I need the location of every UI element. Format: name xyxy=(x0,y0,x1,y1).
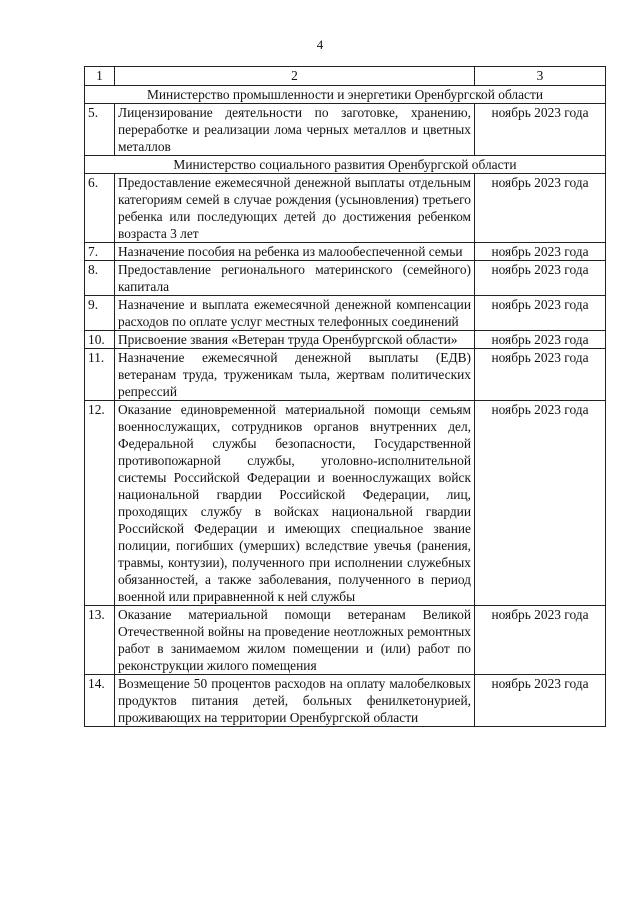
table-row xyxy=(85,174,606,243)
row-deadline: ноябрь 2023 года xyxy=(475,296,606,331)
table-row xyxy=(85,331,606,349)
section-row xyxy=(85,156,606,174)
row-deadline: ноябрь 2023 года xyxy=(475,401,606,606)
row-number: 12. xyxy=(85,401,115,606)
row-deadline: ноябрь 2023 года xyxy=(475,174,606,243)
table-row xyxy=(85,401,606,606)
row-number: 10. xyxy=(85,331,115,349)
row-number: 9. xyxy=(85,296,115,331)
page-number: 4 xyxy=(316,37,324,52)
row-description: Предоставление регионального материнского (семейного) капитала xyxy=(115,261,475,296)
row-number: 13. xyxy=(85,606,115,675)
row-description: Лицензирование деятельности по заготовке, хранению, переработке и реализации лома черных металлов и цветных металлов xyxy=(115,104,475,156)
table-row xyxy=(85,243,606,261)
section-row xyxy=(85,86,606,104)
row-description: Возмещение 50 процентов расходов на оплату малобелковых продуктов питания детей, больных фенилкетонурией, проживающих на территории Оренбургской области xyxy=(115,675,475,727)
row-number: 5. xyxy=(85,104,115,156)
row-number: 8. xyxy=(85,261,115,296)
header-row xyxy=(85,67,606,86)
table-row xyxy=(85,261,606,296)
row-description: Предоставление ежемесячной денежной выплаты отдельным категориям семей в случае рождения (усыновления) третьего ребенка или последующих детей до достижения ребенком возраста 3 лет xyxy=(115,174,475,243)
column-header-3: 3 xyxy=(475,67,606,86)
table-row xyxy=(85,606,606,675)
row-number: 14. xyxy=(85,675,115,727)
column-header-1: 1 xyxy=(85,67,115,86)
row-description: Присвоение звания «Ветеран труда Оренбургской области» xyxy=(115,331,475,349)
row-description: Оказание единовременной материальной помощи семьям военнослужащих, сотрудников органов внутренних дел, Федеральной службы безопасности, Государственной противопожарной службы, уголовно-исполнительной системы Российской Федерации и военнослужащих войск национальной гвардии Российской Федерации, лиц, проходящих службу в войсках национальной гвардии Российской Федерации и имеющих специальное звание полиции, погибших (умерших) вследствие увечья (ранения, травмы, контузии), полученного при исполнении служебных обязанностей, а также заболевания, полученного в период военной или приравненной к ней службы xyxy=(115,401,475,606)
row-description: Назначение пособия на ребенка из малообеспеченной семьи xyxy=(115,243,475,261)
table-row xyxy=(85,104,606,156)
row-deadline: ноябрь 2023 года xyxy=(475,675,606,727)
plan-table xyxy=(84,66,606,727)
table-row xyxy=(85,296,606,331)
row-description: Назначение ежемесячной денежной выплаты (ЕДВ) ветеранам труда, труженикам тыла, жертвам политических репрессий xyxy=(115,349,475,401)
row-deadline: ноябрь 2023 года xyxy=(475,349,606,401)
row-description: Оказание материальной помощи ветеранам Великой Отечественной войны на проведение неотложных ремонтных работ в занимаемом жилом помещении и (или) работ по реконструкции жилого помещения xyxy=(115,606,475,675)
row-deadline: ноябрь 2023 года xyxy=(475,261,606,296)
row-deadline: ноябрь 2023 года xyxy=(475,104,606,156)
row-deadline: ноябрь 2023 года xyxy=(475,331,606,349)
column-header-2: 2 xyxy=(115,67,475,86)
section-title: Министерство промышленности и энергетики Оренбургской области xyxy=(85,86,606,104)
row-number: 7. xyxy=(85,243,115,261)
row-deadline: ноябрь 2023 года xyxy=(475,606,606,675)
row-number: 6. xyxy=(85,174,115,243)
section-title: Министерство социального развития Оренбургской области xyxy=(85,156,606,174)
row-deadline: ноябрь 2023 года xyxy=(475,243,606,261)
row-number: 11. xyxy=(85,349,115,401)
row-description: Назначение и выплата ежемесячной денежной компенсации расходов по оплате услуг местных телефонных соединений xyxy=(115,296,475,331)
table-row xyxy=(85,349,606,401)
table-row xyxy=(85,675,606,727)
